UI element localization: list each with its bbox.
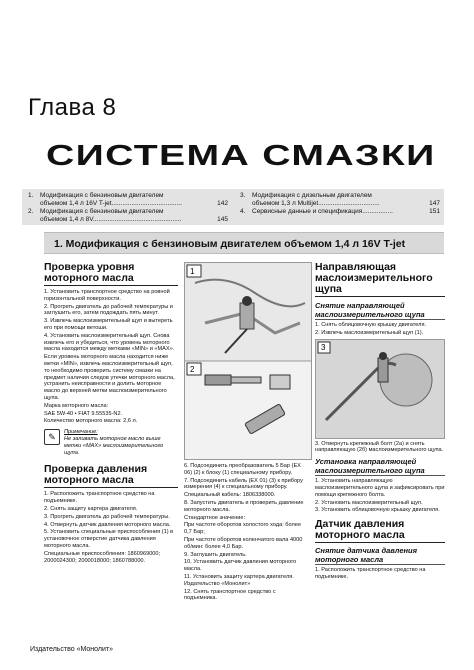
gauge-setup-drawing bbox=[185, 263, 311, 459]
toc-row[interactable]: объемом 1,4 л 16V T-jet....................................... 142 bbox=[40, 200, 228, 207]
toc-row[interactable]: 4. Сервисные данные и спецификация................. 151 bbox=[240, 208, 440, 215]
svg-text:1: 1 bbox=[190, 267, 195, 276]
engine-bay-drawing bbox=[316, 340, 444, 438]
subheading-sensor-removal: Снятие датчика давления моторного масла bbox=[315, 546, 445, 565]
toc-row[interactable]: 1. Модификация с бензиновым двигателем bbox=[28, 192, 164, 199]
subheading-dipstick-install: Установка направляющей маслоизмерительного щупа bbox=[315, 457, 445, 476]
toc-row[interactable]: объемом 1,4 л 8V................................................. 145 bbox=[40, 216, 228, 223]
toc-column-left bbox=[28, 192, 228, 224]
heading-oil-pressure-check: Проверка давления моторного масла bbox=[44, 464, 178, 488]
toc-row[interactable]: 3. Модификация с дизельным двигателем bbox=[240, 192, 372, 199]
oil-pressure-gauge-illustration bbox=[184, 262, 312, 460]
oil-pressure-steps: 1. Расположить транспортное средство на подъемнике. 2. Снять защиту картера двигателя. 3. Прогреть двигатель до рабочей температуры. 4. Отвернуть датчик давления моторного масла. 5. Установить специальные приспособления (1) в установочное отверстие датчика давления моторного масла. Специальные приспособления: 1860969000; 2000024300; 2000018000; 1860788000. bbox=[44, 491, 174, 564]
toc-row[interactable]: 2. Модификация с бензиновым двигателем bbox=[28, 208, 164, 215]
chapter-title: СИСТЕМА СМАЗКИ bbox=[46, 140, 436, 172]
heading-oil-pressure-sensor: Датчик давления моторного масла bbox=[315, 519, 445, 543]
note-icon: ✎ bbox=[44, 429, 60, 445]
oil-level-steps: 1. Установить транспортное средство на ровной горизонтальной поверхности. 2. Прогреть двигатель до рабочей температуры и заглушить его, затем подождать пять минут. 3. Извлечь маслоизмерительный щуп и вытереть его при помощи ветоши. 4. Установить маслоизмерительный щуп. Снова извлечь его и убедиться, что уровень моторного масла находится между метками «MIN» и «MAX». Если уровень моторного масла находится ниже метки «MIN», извлечь маслоизмерительный щуп, то необходимо проверить систему смазки на предмет наличия следов утечки моторного масла, устранить неисправности и долить моторное масло до верхней метки маслоизмерительного щупа. Марка моторного масла: SAE 5W-40 • FIAT 9.55535-N2. Количество моторного масла: 2,6 л. bbox=[44, 289, 175, 425]
heading-oil-level-check: Проверка уровня моторного масла bbox=[44, 262, 178, 286]
note-block: ✎ Примечание: Не заливать моторное масло выше метки «MAX» маслоизмерительного щупа. bbox=[44, 429, 178, 456]
section-heading: 1. Модификация с бензиновым двигателем объемом 1,4 л 16V T-jet bbox=[44, 232, 444, 254]
toc-column-right bbox=[240, 192, 440, 216]
chapter-label: Глава 8 bbox=[28, 94, 117, 121]
svg-text:2: 2 bbox=[190, 365, 195, 374]
toc-row[interactable]: объемом 1,3 л Multijet.................................. 147 bbox=[252, 200, 440, 207]
heading-dipstick-guide: Направляющая маслоизмерительного щупа bbox=[315, 262, 445, 297]
svg-text:3: 3 bbox=[321, 342, 326, 352]
table-of-contents bbox=[22, 189, 444, 225]
publisher-footer: Издательство «Монолит» bbox=[30, 646, 114, 653]
column-left bbox=[44, 262, 178, 642]
column-middle-text: 6. Подсоединить преобразователь 5 Бар (ЕХ 06) (2) к блоку (1) специальному прибору. 7. Подсоединить кабель (ЕХ 01) (3) к прибору измерения (4) к специальному прибору. Специальный кабель: 1806338000. 8. Запустить двигатель и проверить давление моторного масла. Стандартное значение: При частоте оборотов холостого хода: более 0,7 Бар; При частоте оборотов коленчатого вала 4000 об/мин: более 4,0 Бар. 9. Заглушить двигатель. 10. Установить датчик давления моторного масла. 11. Установить защиту картера двигателя. Издательство «Монолит» 12. Снять транспортное средство с подъемника. bbox=[184, 463, 304, 602]
dipstick-guide-photo bbox=[315, 339, 445, 439]
subheading-dipstick-removal: Снятие направляющей маслоизмерительного щупа bbox=[315, 301, 445, 320]
column-right: Направляющая маслоизмерительного щупа Снятие направляющей маслоизмерительного щупа 1. Снять облицовочную крышку двигателя. 2. Извлечь маслоизмерительный щуп (1). 3 3. Отвернуть крепежный болт (2а) и снять направляющую (2б) маслоизмерительного щупа. Установка направляющей маслоизмерительного щупа 1. Установить направляющую маслоизмерительного щупа и зафиксировать при помощи крепежного болта. 2. Установить маслоизмерительный щуп. 3. Установить облицовочную крышку двигателя. Датчик давления моторного масла Снятие датчика давления моторного масла 1. Расположить транспортное средство на подъемнике. bbox=[315, 262, 445, 580]
